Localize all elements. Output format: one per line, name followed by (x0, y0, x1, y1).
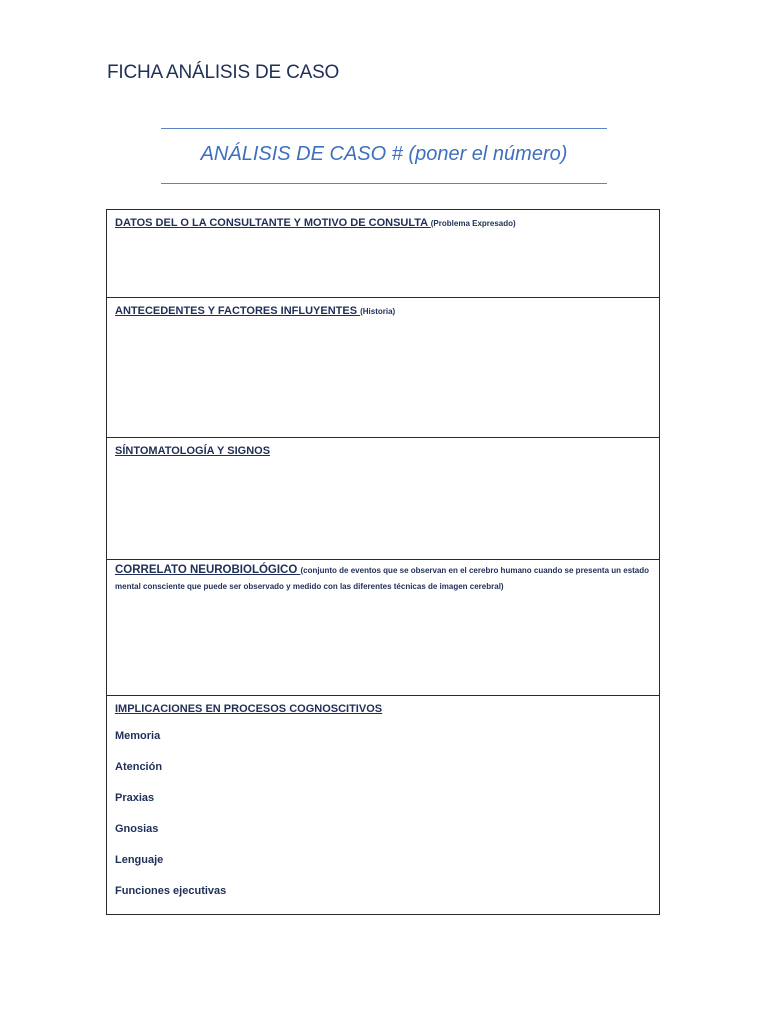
list-item-gnosias: Gnosias (115, 823, 159, 835)
title-rule-bottom (161, 183, 607, 184)
section-datos-consultante[interactable] (107, 210, 659, 298)
section-sintomatologia[interactable] (107, 438, 659, 560)
list-item-memoria: Memoria (115, 730, 161, 742)
section-antecedentes[interactable] (107, 298, 659, 438)
case-title: ANÁLISIS DE CASO # (poner el número) (200, 143, 568, 165)
section-heading-implicaciones: IMPLICACIONES EN PROCESOS COGNOSCITIVOS (115, 703, 383, 715)
section-heading-correlato: CORRELATO NEUROBIOLÓGICO (115, 564, 301, 576)
section-heading-datos: DATOS DEL O LA CONSULTANTE Y MOTIVO DE CONSULTA (115, 217, 431, 229)
list-item-praxias: Praxias (115, 792, 155, 804)
case-form-table (106, 209, 660, 915)
title-rule-top (161, 128, 607, 129)
section-note-datos: (Problema Expresado) (430, 219, 516, 228)
section-implicaciones[interactable] (107, 696, 659, 914)
document-title: FICHA ANÁLISIS DE CASO (107, 62, 340, 83)
section-note-correlato: (conjunto de eventos que se observan en el cerebro humano cuando se presenta un estado mental consciente que puede ser observado y medido con las diferentes técnicas de imagen cerebral) (115, 566, 650, 591)
section-text-correlato (115, 563, 651, 595)
list-item-lenguaje: Lenguaje (115, 854, 164, 866)
list-item-funciones-ejecutivas: Funciones ejecutivas (115, 885, 227, 897)
section-note-antecedentes: (Historia) (360, 307, 396, 316)
section-correlato-neurobiologico[interactable] (107, 560, 659, 696)
list-item-atencion: Atención (115, 761, 163, 773)
section-heading-antecedentes: ANTECEDENTES Y FACTORES INFLUYENTES (115, 305, 361, 317)
section-heading-sintomatologia: SÍNTOMATOLOGÍA Y SIGNOS (115, 445, 271, 457)
